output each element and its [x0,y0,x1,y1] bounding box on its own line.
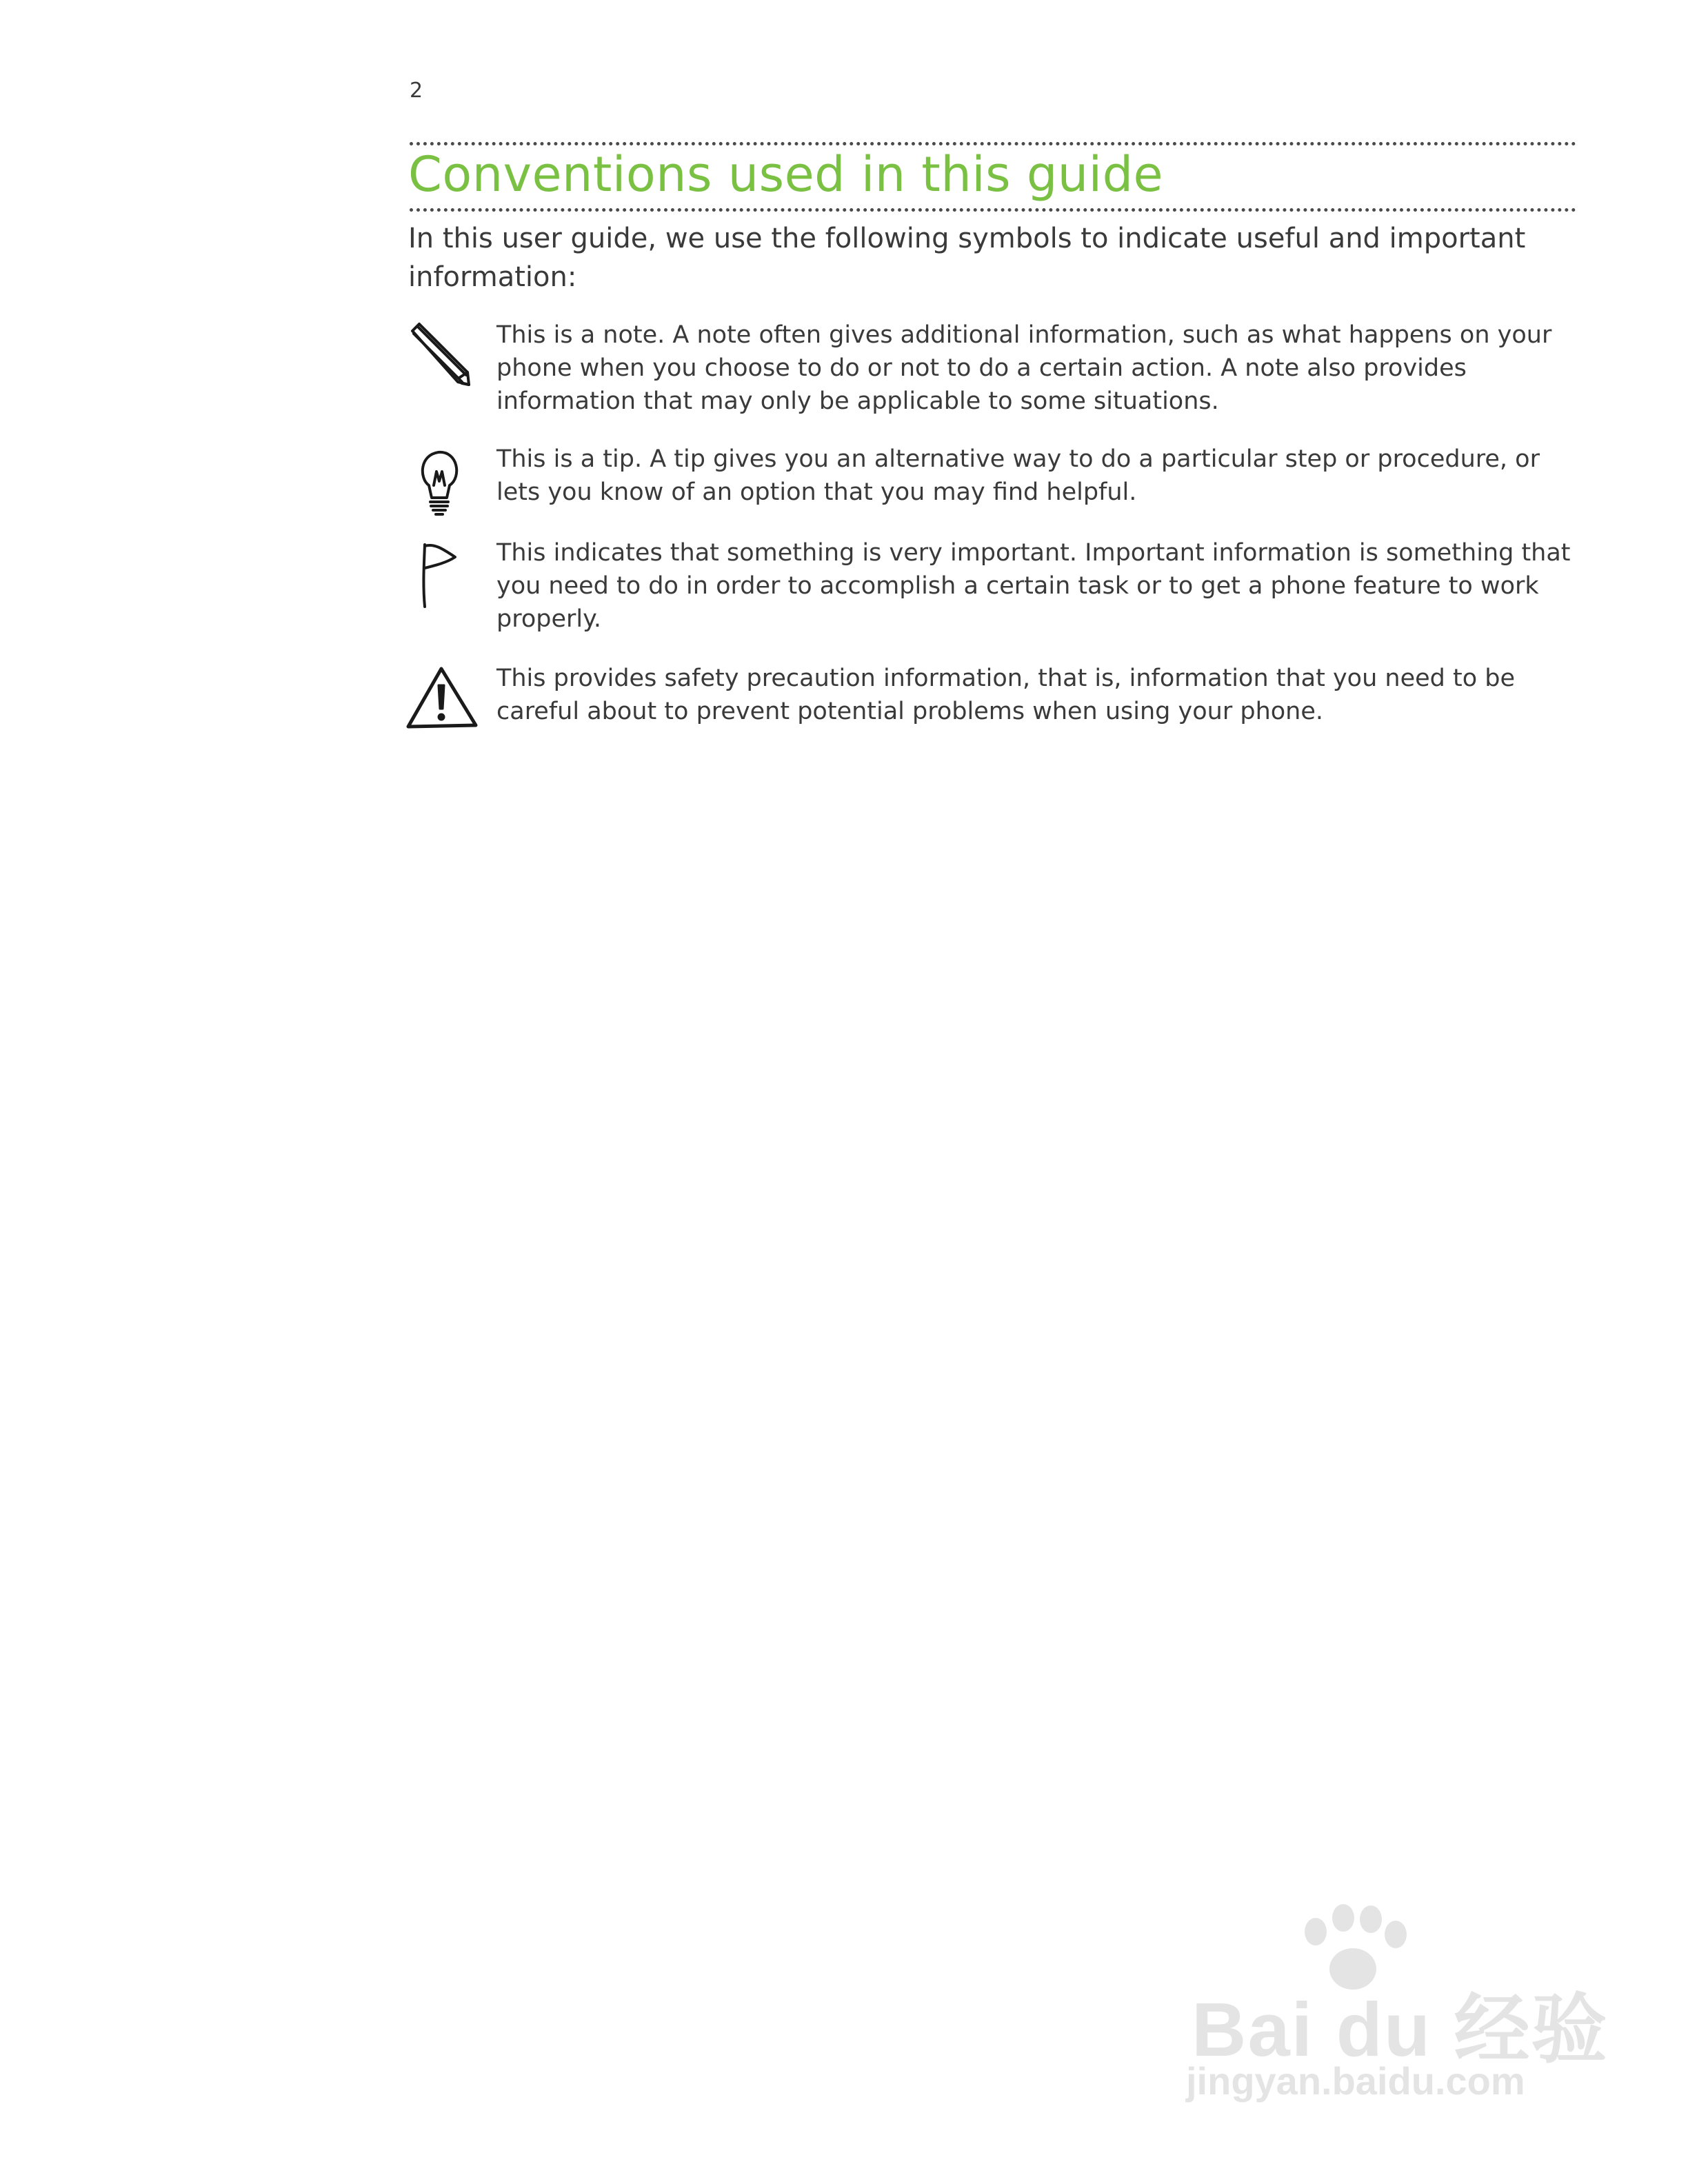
watermark-url: jingyan.baidu.com [1186,2059,1525,2103]
lightbulb-icon [404,443,480,518]
top-dotted-divider [410,142,1576,145]
intro-paragraph: In this user guide, we use the following symbols to indicate useful and important information: [408,223,1526,293]
baidu-watermark [1172,1903,1609,2110]
bottom-dotted-divider [410,208,1576,212]
warning-icon [404,662,480,738]
pencil-icon [404,318,480,394]
page-number: 2 [410,79,423,103]
page-title: Conventions used in this guide [408,146,1164,203]
tip-text: This is a tip. A tip gives you an alternative way to do a particular step or procedure, or lets you know of an option that you may find helpful. [496,445,1540,506]
important-text: This indicates that something is very important. Important information is something that you need to do in order to accomplish a certain task or to get a phone feature to work properly. [496,539,1571,633]
flag-icon [404,536,480,612]
watermark-brand: Bai du 经验 [1192,1988,1609,2072]
note-text: This is a note. A note often gives additional information, such as what happens on your phone when you choose to do or not to do a certain action. A note also provides information that may only be applicable to some situations. [496,321,1552,415]
warning-text: This provides safety precaution information, that is, information that you need to be careful about to prevent potential problems when using your phone. [496,665,1515,725]
